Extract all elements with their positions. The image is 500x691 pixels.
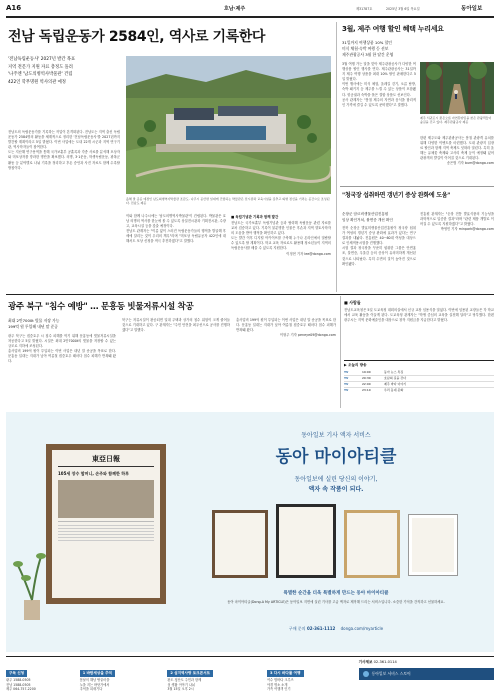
gwangju-headline: 광주 북구 "침수 예방" … 문흥동 빗물저류시설 착공: [8, 302, 194, 312]
jeju-body: [342, 62, 416, 108]
jeju-paragraph: 공사 관계자는 "봄철 제주의 자연과 음식을 합리적인 가격에 즐길 수 있도록 준비했다"고 말했다.: [342, 97, 416, 107]
gwangju-body-col1: [8, 334, 116, 365]
broadcast-time: 22:00: [362, 382, 371, 386]
ad-paper-headline: 105세 장수 할머니, 손주와 함께한 하루: [58, 471, 129, 476]
broadcast-program: 우리 동네 문화: [384, 388, 404, 392]
lead-paragraph: 이와 함께 나주시에는 '남도의병역사박물관'이 건립된다. 박물관은 호남 의병의 역사를 한눈에 볼 수 있도록 상설전시관과 기획전시관, 수장고, 교육시설 등을 갖출 예정이다.: [126, 214, 226, 229]
lead-paragraph: 도는 발간 이후 디지털 아카이브를 구축해 누구나 온라인에서 열람할 수 있도록 할 계획이다. 학교 교육 자료로도 활용해 청소년들이 지역의 독립운동사를 배울 수 있도록 지원한다.: [231, 236, 331, 251]
broadcast-channel: TV: [344, 370, 349, 374]
lead-paragraph: 전남도의 독립운동가를 기록하는 작업이 본격화된다. 전남도는 지역 출신 독립운동가 2584명의 활동을 체계적으로 정리한 '전남독립운동사'를 2027년까지 발간할 계획이라고 5일 밝혔다. 이번 사업에는 도내 22개 시군과 지역 연구기관, 역사학자들이 참여한다.: [8, 130, 120, 150]
health-paragraph: 전북 순창군 발효미생물산업진흥원이 청국장 섭취가 여성의 갱년기 증상 완화에 효과가 있다는 연구 결과를 내놨다. 진흥원은 40~60대 여성을 대상으로 인체적용시험을 진행했다.: [342, 226, 416, 246]
footer-line: 섬 생활 이야기 나눠: [167, 682, 196, 687]
forest-trail-illustration: [420, 62, 494, 114]
health-deck: [342, 212, 416, 223]
ad-description: 동아 마이아티클(Dong-A My ARTICLE)은 동아일보 지면에 실린 기사를 고급 액자로 제작해 드리는 서비스입니다. 소중한 기억을 간직하고 선물하세요.: [227, 600, 445, 604]
store-icon: [363, 671, 369, 677]
ad-title: 동아 마이아티클: [275, 447, 397, 467]
jeju-paragraph: 3월 여행 가는 달을 맞아 제주관광공사가 다양한 여행상품 할인 행사를 연다. 제주관광공사는 31일까지 제주 여행 상품을 최대 10% 할인 판매한다고 5일 밝혔다.: [342, 62, 416, 82]
ad-sample-frame: [408, 514, 458, 576]
footer-line: 봄날의 해남 땅끝마을: [79, 678, 110, 682]
lead-paragraph: 도는 지난해 연구용역을 통해 국가보훈부 공훈록과 각종 사료를 분석해 포상자와 미포상자를 망라한 명단을 확보했다. 의병, 3·1운동, 학생독립운동, 광복군 활동 등 분야별로 나눠 기록을 정리하고 후손 증언과 사진 자료도 함께 수록할 방침이다.: [8, 150, 120, 170]
lead-photo-caption: 올해 말 준공 예정인 남도의병역사박물관 조감도. 나주시 공산면 일대에 건립되는 박물관은 전시관과 교육시설을 갖추고 의병 정신을 기리는 공간으로 조성된다. 전남도 제공: [126, 197, 330, 206]
gwangju-body-col3: [236, 318, 336, 338]
broadcast-channel: TV: [344, 382, 349, 386]
byline: 박영민 기자 minpark@donga.com: [440, 227, 494, 232]
footer-line: 광주 1588-0505: [6, 678, 31, 682]
footer-brand: 동아일보 서비스 스토어: [371, 671, 411, 676]
ad-subtitle-1: 동아일보에 실린 당신의 이야기,: [294, 476, 378, 483]
footer-col: [167, 659, 263, 689]
ad-subtitle-2: 액자 속 작품이 되다.: [308, 486, 364, 493]
footer-col: [6, 659, 76, 689]
ad-paper-masthead: 東亞日報: [92, 454, 120, 463]
lead-headline: 전남 독립운동가 2584인, 역사로 기록한다: [8, 29, 266, 45]
jeju-photo-caption: 제주 서귀포시 붉은오름 자연휴양림을 찾은 관광객들이 숲길을 걷고 있다. 제주관광공사 제공: [420, 116, 492, 125]
gwangju-deck-line: 최대 2만7000t 빗물 저장 가능: [8, 318, 60, 323]
jeju-headline: 3월, 제주 여행 할인 혜택 누리세요: [342, 25, 444, 33]
footer-line: 가족 여행객 인기: [266, 687, 291, 691]
health-paragraph: 진흥원 관계자는 "순창 전통 발효식품의 기능성을 과학적으로 입증한 결과"라며 "관련 제품 개발로 이어질 수 있도록 지원하겠다"고 밝혔다.: [420, 212, 494, 227]
footer-brand-badge[interactable]: [359, 668, 494, 680]
header-rule: [6, 16, 494, 18]
broadcast-box: [344, 360, 494, 393]
lead-paragraph: 전남도는 국가보훈부 독립기념관 등과 협력해 독립운동 관련 자료를 교차 검증하고 있다. 기록이 불분명한 인물은 후손과 지역 향토사학자의 도움을 받아 행적을 확인하고 있다.: [231, 221, 331, 236]
ad-top-text: 동아일보 기사 액자 서비스: [301, 432, 371, 439]
gwangju-paragraph: 광주 북구는 집중호우 시 침수 피해를 막기 위해 문흥동에 빗물저류시설을 착공한다고 5일 밝혔다. 시설은 최대 2만7000t의 빗물을 저장할 수 있는 규모로 지하에 조성된다.: [8, 334, 116, 349]
gwangju-deck-line: 199억 원 투입해 내년 말 준공: [8, 324, 58, 329]
lead-deck-line: '전남독립운동사' 2027년 발간 목표: [8, 57, 76, 62]
broadcast-program: 동아 뉴스 특집: [384, 370, 404, 374]
page-number: A16: [6, 4, 22, 12]
gwangju-paragraph: 총사업비 199억 원이 투입되는 이번 사업은 내년 말 준공을 목표로 한다. 문흥동 일대는 지대가 낮아 여름철 집중호우 때마다 침수 피해가 반복돼 왔다.: [236, 318, 336, 333]
ad-paper-photo: [58, 480, 154, 518]
ad-contact[interactable]: [236, 626, 436, 632]
footer-line: 완도 청산도 주민과 함께: [167, 678, 202, 682]
issue-number: 제31787호: [356, 7, 373, 11]
health-paragraph: 시험 결과 청국장을 꾸준히 섭취한 그룹은 안면홍조, 불면증, 우울감 등의 증상이 유의미하게 개선된 것으로 나타났다. 특히 수면의 질이 높아진 것으로 확인됐다.: [342, 246, 416, 266]
jeju-deck-line: 제주관광공사 3월 한 달간 운영: [342, 52, 394, 57]
footer-line: 전남 1588-0505: [6, 682, 31, 687]
health-headline: "청국장 섭취하면 갱년기 증상 완화에 도움": [342, 192, 451, 199]
broadcast-program: 제주 바다 이야기: [384, 382, 407, 386]
lead-deck: [8, 56, 120, 86]
lead-photo: [126, 56, 331, 194]
byline: 이형주 기자 peneye09@donga.com: [279, 333, 336, 338]
jeju-paragraph: 이번 행사에는 미식 체험, 올레길 걷기, 오름 탐방, 숙박 패키지 등 제주를 느낄 수 있는 상품이 포함됐다. 항공권과 숙박을 묶은 결합 상품도 선보인다.: [342, 82, 416, 97]
ad-sample-frames: [206, 504, 466, 580]
ad-panel[interactable]: [6, 412, 494, 652]
health-body-col2: [420, 212, 494, 232]
people-heading: ■ 사람들: [344, 300, 361, 305]
section-rule: [6, 294, 494, 295]
ad-url[interactable]: donga.com/myarticle: [340, 626, 384, 631]
ad-phone: 02-361-1112: [306, 626, 336, 631]
footer-rule: [6, 656, 494, 657]
jeju-paragraph: 한편 제주도와 제주관광공사는 봄철 관광객 유치를 위해 다양한 이벤트를 마련했다. 도내 관광지 입장료 할인과 함께 지역 축제도 잇따라 열린다. 특히 올해는 유채꽃 축제와 고사리 축제 등이 예정돼 있어 관광객의 발길이 이어질 것으로 기대된다.: [420, 136, 494, 161]
byline: 송은범 기자 bum@donga.com: [446, 161, 494, 166]
footer-col: [80, 659, 164, 689]
paper-name: 동아일보: [461, 6, 483, 12]
section-rule: [340, 186, 494, 187]
lead-body-col3: [231, 214, 331, 257]
byline: 이정현 기자 lee@donga.com: [286, 251, 331, 256]
lead-body-col2: [126, 214, 226, 245]
jeju-deck-line: 31일까지 여행상품 10% 할인: [342, 40, 392, 45]
footer-col-heading: 2 섬지역사랑 토크콘서트: [167, 670, 213, 677]
footer-line: 추억을 되새기다: [79, 687, 103, 691]
broadcast-program: 호남의 길을 걷다: [384, 376, 407, 380]
lead-deck-line: '나주엔 '남도의병역사박물관' 건립: [8, 72, 73, 77]
footer-col-heading: 구독 신청: [6, 670, 27, 677]
section-label: 호남·제주: [224, 6, 246, 12]
footer-col-heading: 1 바람세상을 추억: [80, 670, 115, 677]
lead-subheading: ■ 독립기념관 기록과 함께 발간: [231, 215, 279, 219]
health-deck-line: 순창군 암르비생물산업진흥원: [342, 212, 389, 216]
footer-contact[interactable]: [355, 659, 494, 689]
broadcast-time: 23:10: [362, 388, 371, 392]
jeju-deck-line: 미식 체험·숙박 여행 등 선보: [342, 46, 389, 51]
gwangju-deck: [8, 318, 118, 330]
lead-body-col1: [8, 130, 120, 171]
ad-note: 특별한 순간을 더욱 특별하게 만드는 동아 마이아티클: [283, 591, 389, 596]
footer-line: 3월 15일 오후 2시: [167, 687, 194, 691]
jeju-deck: [342, 40, 494, 58]
gwangju-paragraph: 총사업비 199억 원이 투입되는 이번 사업은 내년 말 준공을 목표로 한다. 문흥동 일대는 지대가 낮아 여름철 집중호우 때마다 침수 피해가 반복돼 왔다.: [8, 349, 116, 364]
column-divider: [336, 22, 337, 292]
footer: [6, 659, 494, 689]
footer-line: 여수 밤바다 크루즈: [266, 678, 294, 682]
health-body-col1: [342, 226, 416, 267]
gwangju-paragraph: 북구는 저류시설이 완공되면 일대 주택과 상가의 침수 위험이 크게 줄어들 것으로 기대하고 있다. 구 관계자는 "주민 안전을 최우선으로 공사를 진행하겠다"고 말했다.: [122, 318, 230, 333]
jeju-body-2: [420, 136, 494, 167]
broadcast-channel: TV: [344, 376, 349, 380]
page-header: [6, 4, 494, 16]
ad-sample-frame: [212, 510, 268, 578]
broadcast-title: ▶ 오늘의 방송: [344, 363, 367, 367]
footer-line: 노을 지는 바닷가에서: [79, 682, 110, 687]
footer-col: [267, 659, 351, 689]
lead-deck-line: 422인 학무명원 역사의관 예정: [8, 79, 66, 85]
footer-line: 야경 명소 소개: [266, 682, 288, 687]
column-divider: [340, 296, 341, 408]
footer-col-heading: 3 다시 바다를 여행: [267, 670, 304, 677]
ad-sample-frame: [344, 510, 400, 578]
broadcast-row: [344, 388, 494, 393]
lead-paragraph: 전남도 관계자는 "이름 없이 스러진 독립운동가들의 행적을 발굴해 후세에 알리는 것이 우리의 책무"라며 "미포상 독립유공자 422인에 대해서도 포상 신청을 적극 추진하겠다"고 말했다.: [126, 229, 226, 244]
plant-icon: [12, 542, 52, 622]
people-text: 전남도교육청은 5일 도교육청 대회의실에서 신규 교장 임용식을 열었다. 이번에 임용된 교장들은 각 학교에서 교육 활동을 이끌게 된다. 도교육청 관계자는 "학생 중심의 교육을 실천해 달라"고 당부했다. 한편 광주시는 지역 문화예술인을 대상으로 창작 지원금을 지급한다고 밝혔다.: [344, 308, 494, 323]
gwangju-body-col2: [122, 318, 230, 333]
broadcast-time: 19:00: [362, 370, 371, 374]
footer-contact-label: 기사제보: [358, 660, 373, 664]
museum-aerial-illustration: [126, 56, 331, 194]
lead-deck-line: 지역 전문가 지원 자료 총정도 돌려: [8, 64, 73, 70]
broadcast-time: 20:30: [362, 376, 371, 380]
people-box: [344, 300, 494, 323]
issue-date: 2025년 3월 6일 목요일: [386, 7, 420, 11]
footer-line: 제주 064-757-2200: [6, 687, 36, 691]
footer-contact-number: 02-361-0114: [373, 660, 397, 664]
ad-phone-label: 구매 문의: [288, 626, 306, 631]
health-deck-line: 임상 확인거쳐, 불면증 개선 확인: [342, 217, 393, 222]
broadcast-channel: TV: [344, 388, 349, 392]
ad-sample-frame: [276, 504, 336, 578]
ad-frame-illustration: [46, 444, 166, 604]
jeju-photo: [420, 62, 494, 114]
